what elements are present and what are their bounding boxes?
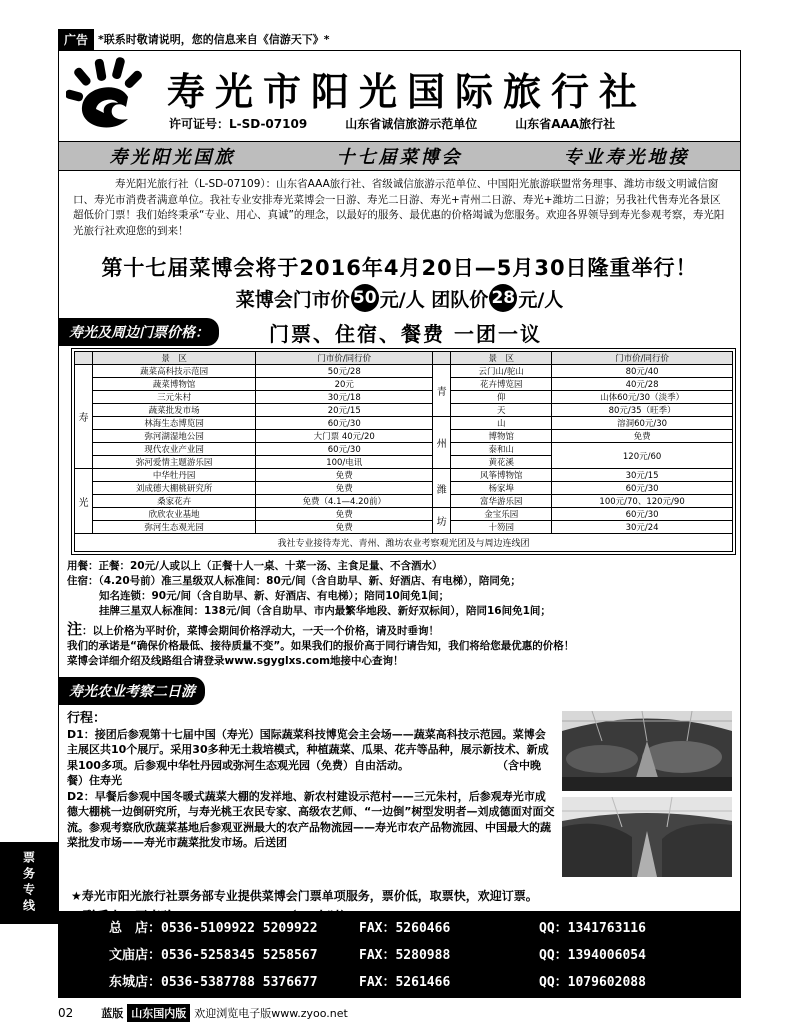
ticket-section-slogan: 门票、住宿、餐费 一团一议 [269,321,542,346]
footer-region: 山东国内版 [127,1004,190,1022]
group-price-badge: 28 [489,284,517,312]
ad-topbar [58,28,741,50]
branch-row [59,915,740,938]
note-2: 我们的承诺是“确保价格最低、接待质量不变”。如果我们的报价高于同行请告知，我们将给您最优惠的价格！ [67,640,575,652]
region-label: 青 [433,365,451,417]
spot-price: 大门票 40元/20 [256,430,433,443]
table-header: 景 区 [93,352,256,365]
greenhouse-photo-2 [562,797,732,877]
table-header: 景 区 [451,352,552,365]
table-row [75,521,733,534]
spot-price: 20元 [256,378,433,391]
branch-qq: QQ：1341763116 [539,921,646,936]
spot-price: 100元/70、120元/90 [552,495,733,508]
spot-name: 黄花溪 [451,456,552,469]
spot-name: 弥河湖湿地公园 [93,430,256,443]
branch-fax: FAX：5260466 [359,921,451,936]
lodging-info-3: 挂牌三星双人标准间：138元/间（含自助早、市内最繁华地段、新好双标间），陪同16间免1间； [99,605,551,617]
table-header: 门市价/同行价 [256,352,433,365]
region-label: 潍 [433,469,451,508]
spot-name: 弥河爱情主题游乐园 [93,456,256,469]
spot-name: 现代农业产业园 [93,443,256,456]
branch-qq: QQ：1394006054 [539,948,646,963]
region-label: 坊 [433,508,451,534]
spot-price: 30元/18 [256,391,433,404]
spot-price: 60元/30 [256,417,433,430]
spot-name: 山 [451,417,552,430]
footer-edition: 蓝版 [101,1007,124,1020]
lodging-info-2: 知名连锁：90元/间（含自助早、新、好酒店、有电梯）；陪同10间免1间； [99,590,450,602]
page-number: 02 [58,1006,74,1020]
table-header: 门市价/同行价 [552,352,733,365]
spot-name: 云门山/驼山 [451,365,552,378]
tour-section-header [59,677,740,705]
license-row [169,115,615,132]
ticket-price-table [74,351,733,534]
spot-name: 仰 [451,391,552,404]
spot-name: 林海生态博览园 [93,417,256,430]
meal-info: 用餐：正餐：20元/人或以上（正餐十人一桌、十菜一汤、主食足量、不含酒水） [67,560,443,572]
itinerary-heading: 行程： [67,711,107,726]
spot-price: 60元/30 [552,508,733,521]
slogan-3: 专业寿光地接 [563,147,690,168]
branch-row [59,942,740,965]
spot-name: 刘成德大棚桃研究所 [93,482,256,495]
slogan-2: 十七届菜博会 [336,147,463,168]
table-row [75,469,733,482]
spot-price: 60元/30 [256,443,433,456]
branch-contacts [59,911,740,997]
branch-fax: FAX：5261466 [359,975,451,990]
service-info [59,555,740,669]
spot-price: 60元/30 [552,482,733,495]
branch-row [59,969,740,992]
note-3: 菜博会详细介绍及线路组合请登录www.sgyglxs.com地接中心查询！ [67,655,404,667]
spot-name: 泰和山 [451,443,552,456]
lodging-info-1: 住宿：（4.20号前）准三星级双人标准间：80元/间（含自助早、新、好酒店、有电梯），陪同免； [67,575,521,587]
spot-price: 20元/15 [256,404,433,417]
spot-name: 富华游乐园 [451,495,552,508]
spot-price: 40元/28 [552,378,733,391]
branch-qq: QQ：1079602088 [539,975,646,990]
note-line [67,622,732,639]
cert-integrity: 山东省诚信旅游示范单位 [345,117,478,131]
ticket-section-header [59,318,740,346]
spot-name: 桑家花卉 [93,495,256,508]
table-row [75,378,733,391]
spot-price: 免费 [256,482,433,495]
day-1: D1：接团后参观第十七届中国（寿光）国际蔬菜科技博览会主会场——蔬菜高科技示范园。菜博会主展区共10个展厅。采用30多种无土栽培模式，种植蔬菜、瓜果、花卉等品种，展示新技术、新成果100多项。后参观中华牡丹园或弥河生态观光园（免费）自由活动。 （含中晚餐）住寿光 [67,727,549,787]
spot-name: 中华牡丹园 [93,469,256,482]
spot-price: 80元/40 [552,365,733,378]
table-row [75,365,733,378]
table-row [75,404,733,417]
slogan-1: 寿光阳光国旅 [109,147,236,168]
spot-name: 十笏园 [451,521,552,534]
ticket-service-line: ★寿光市阳光旅行社票务部专业提供菜博会门票单项服务，票价低，取票快，欢迎订票。 [71,889,538,903]
spot-name: 蔬菜高科技示范园 [93,365,256,378]
spot-name: 杨家埠 [451,482,552,495]
spot-price: 免费 [552,430,733,443]
branch-fax: FAX：5280988 [359,948,451,963]
region-label: 光 [75,469,93,534]
spot-price: 30元/15 [552,469,733,482]
cert-aaa: 山东省AAA旅行社 [515,117,616,131]
spot-price: 50元/28 [256,365,433,378]
intro-paragraph: 寿光阳光旅行社（L-SD-07109）：山东省AAA旅行社、省级诚信旅游示范单位、中国阳光旅游联盟常务理事、潍坊市级文明诚信窗口、寿光市消费者满意单位。我社专业安排寿光菜博会一日游、寿光二日游、寿光+青州二日游、寿光+潍坊二日游；另我社代售寿光各景区超低价门票！我们始终秉承“专业、用心、真诚”的理念，以最好的服务、最优惠的价格竭诚为您服务。欢迎各界领导到寿光参观考察，寿光阳光旅行社欢迎您的到来！ [73,178,725,237]
price-label: 菜博会门市价 [235,288,350,311]
spot-name: 花卉博览园 [451,378,552,391]
sun-logo-icon [59,51,154,139]
spot-name: 天 [451,404,552,417]
spot-name: 三元朱村 [93,391,256,404]
table-header-row [75,352,733,365]
spot-price: 溶洞60元/30 [552,417,733,430]
price-unit-2: 元/人 [518,288,564,311]
retail-price-badge: 50 [351,284,379,312]
ad-page [58,28,741,1018]
spot-price: 山体60元/30（淡季） [552,391,733,404]
spot-price: 100/电讯 [256,456,433,469]
table-row [75,508,733,521]
header [59,51,740,141]
spot-price: 80元/35（旺季） [552,404,733,417]
spot-price: 免费（4.1—4.20前） [256,495,433,508]
ticket-section-tag: 寿光及周边门票价格： [59,318,219,346]
ad-frame [58,50,741,998]
spot-name: 蔬菜博物馆 [93,378,256,391]
page-footer [58,1004,741,1022]
ad-label: 广告 [58,29,94,50]
day-2: D2：早餐后参观中国冬暖式蔬菜大棚的发祥地、新农村建设示范村——三元朱村，后参观寿光市成德大棚桃一边倒研究所，与寿光桃王农民专家、高级农艺师、“一边倒”树型发明者—刘成德面对面交流。参观考察欣欣蔬菜基地后参观亚洲最大的农产品物流园——寿光市农产品物流园、中国最大的蔬菜批发市场——寿光市蔬菜批发市场。后送团 [67,789,555,849]
side-tab-ticket-line: 票务专线 [0,842,58,924]
price-unit-1: 元/人 团队价 [379,288,489,311]
spot-price: 120元/60 [552,443,733,469]
tour-section [59,705,740,883]
spot-name: 蔬菜批发市场 [93,404,256,417]
table-note: 我社专业接待寿光、青州、潍坊农业考察观光团及与周边连线团 [74,534,733,552]
region-label: 州 [433,417,451,469]
note-head: 注 [67,620,83,638]
spot-name: 风筝博物馆 [451,469,552,482]
license-number: 许可证号：L-SD-07109 [169,117,308,131]
table-row [75,417,733,430]
spot-price: 免费 [256,469,433,482]
region-label: 寿 [75,365,93,469]
table-row [75,391,733,404]
spot-name: 博物馆 [451,430,552,443]
ad-note: *联系时敬请说明，您的信息来自《信游天下》* [98,33,330,46]
ticket-table-wrap [71,348,736,555]
spot-price: 免费 [256,521,433,534]
spot-price: 30元/24 [552,521,733,534]
tour-itinerary [67,711,556,883]
spot-name: 金宝乐园 [451,508,552,521]
note-1: ：以上价格为平时价，菜博会期间价格浮动大，一天一个价格，请及时垂询！ [82,625,440,637]
greenhouse-photo-1 [562,711,732,791]
branch-phone: 总 店：0536-5109922 5209922 [109,921,318,936]
table-row [75,495,733,508]
footer-website: 欢迎浏览电子版www.zyoo.net [194,1007,348,1020]
table-row [75,443,733,456]
expo-price-line [59,284,740,312]
agency-title: 寿光市阳光国际旅行社 [167,69,648,114]
slogan-bar [59,141,740,171]
expo-headline: 第十七届菜博会将于2016年4月20日—5月30日隆重举行！ [101,256,698,280]
table-row [75,430,733,443]
greenhouse-photos [562,711,732,883]
branch-phone: 文庙店：0536-5258345 5258567 [109,948,318,963]
tour-section-tag: 寿光农业考察二日游 [59,677,205,705]
spot-name: 欣欣农业基地 [93,508,256,521]
table-row [75,482,733,495]
spot-price: 免费 [256,508,433,521]
branch-phone: 东城店：0536-5387788 5376677 [109,975,318,990]
spot-name: 弥河生态观光园 [93,521,256,534]
